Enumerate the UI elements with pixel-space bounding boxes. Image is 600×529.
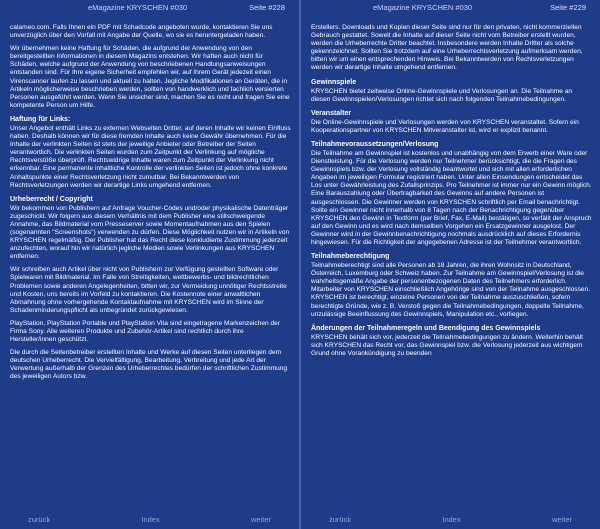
section-heading: Urheberrecht / Copyright xyxy=(10,195,93,203)
back-link[interactable]: zurück xyxy=(329,514,352,524)
paragraph: Wir schreiben auch Artikel über nicht von Publishern zur Verfügung gestellten Software oder Spielwaren mit Bildmaterial. Im Falle von Streitigkeiten, wettbewerbs- und bildrechtlichen Problemen sowie anderen Angelegenheiten, bitten wir, zur Vermeidung unnötiger Rechtsstreite und Kosten, uns bereits im Vorfeld zu kontaktieren. Die Kostennote einer anwaltlichen Abmahnung ohne vorhergehende Kontaktaufnahme mit KRYSCHEN wird im Sinne der Schadenminderungspflicht als unbegründet zurückgewiesen. xyxy=(10,266,287,314)
back-link[interactable]: zurück xyxy=(28,514,51,524)
page-number: Seite #229 xyxy=(550,2,586,12)
page-body xyxy=(311,24,592,363)
page-number: Seite #228 xyxy=(249,2,285,12)
index-link[interactable]: Index xyxy=(442,514,461,524)
paragraph: Wir bekommen von Publishern auf Anfrage Voucher-Codes und/oder physikalische Datenträger zugeschickt. Wir folgern aus diesem Verhältnis mit dem Publisher eine stillschweigende Annahme, das Bildmaterial vom Presseserver sowie Momentaufnahmen aus den Spielen (sogenannten "Screenshots") verwenden zu dürfen. Diese Möglichkeit nutzen wir in Artikeln von KRYSCHEN regelmäßig. Der Publisher hat das Recht diese konkludierte Zustimmung jederzeit anzufechten, worauf hin wir natürlich jegliche Medien sowie Verlinkungen aus KRYSCHEN entfernen. xyxy=(10,204,290,261)
paragraph: KRYSCHEN bietet zeitweise Online-Gewinnspiele und Verlosungen an. Die Teilnahme an diesen Gewinnspielen/Verlosungen richtet sich nach folgenden Teilnahmebedingungen. xyxy=(311,87,573,103)
section-heading: Teilnahmevoraussetzungen/Verlosung xyxy=(311,140,439,148)
index-link[interactable]: Index xyxy=(141,514,160,524)
paragraph: Die durch die Seitenbetreiber erstellten Inhalte und Werke auf diesen Seiten unterliegen dem deutschen Urheberrecht. Die Vervielfältigung, Bearbeitung, Verbreitung und jede Art der Verwertung außerhalb der Grenzen des Urheberrechtes bedürfen der schriftlichen Zustimmung des jeweiligen Autors bzw. xyxy=(10,349,288,381)
paragraph: PlayStation, PlayStation Portable und PlayStation Vita sind eingetragene Markenzeichen der Firma Sony. Alle weiteren Produkte und Zubehör-Artikel sind rechtlich durch ihre Hersteller/innen geschützt. xyxy=(10,319,281,344)
left-page xyxy=(0,0,299,529)
magazine-title: eMagazine KRYSCHEN #030 xyxy=(88,2,188,12)
page-footer xyxy=(301,509,600,529)
paragraph: Unser Angebot enthält Links zu externen Webseiten Dritter, auf deren Inhalte wir keinen Einfluss haben. Deshalb können wir für diese fremden Inhalte auch keine Gewähr übernehmen. Für die Inhalte der verlinkten Seiten ist stets der jeweilige Anbieter oder Betreiber der Seiten verantwortlich. Die verlinkten Seiten wurden zum Zeitpunkt der Verlinkung auf mögliche Rechtsverstöße überprüft. Rechtswidrige Inhalte waren zum Zeitpunkt der Verlinkung nicht erkennbar. Eine permanente inhaltliche Kontrolle der verlinkten Seiten ist jedoch ohne konkrete Anhaltspunkte einer Rechtsverletzung nicht zumutbar. Bei Bekanntwerden von Rechtsverletzungen werden wir derartige Links umgehend entfernen. xyxy=(10,124,291,189)
section-heading: Haftung für Links: xyxy=(10,115,71,123)
next-link[interactable]: weiter xyxy=(250,514,271,524)
section-heading: Änderungen der Teilnahmeregeln und Beendigung des Gewinnspiels xyxy=(311,324,541,332)
magazine-title: eMagazine KRYSCHEN #030 xyxy=(373,2,473,12)
paragraph: Teilnahmeberechtigt sind alle Personen ab 18 Jahren, die ihren Wohnsitz in Deutschland, Österreich, Luxemburg oder Schweiz haben. Zur Teilnahme am Gewinnspiel/Verlosung ist die wahrheitsgemäße Angabe der personenbezogenen Daten des Teilnehmers erforderlich. Mitarbeiter von KRYSCHEN einschließlich Angehörige sind von der Teilnahme ausgeschlossen. KRYSCHEN ist berechtigt, einzelne Personen von der Teilnahme auszuschließen, sofern berechtigte Gründe, wie z. B. Verstoß gegen die Teilnahmebedingungen, doppelte Teilnahme, unzulässige Beeinflussung des Gewinnspiels, Manipulation etc., vorliegen. xyxy=(311,262,591,318)
page-header xyxy=(0,0,299,14)
section-heading: Veranstalter xyxy=(311,109,352,117)
paragraph: Die Teilnahme am Gewinnspiel ist kostenlos und unabhängig von dem Erwerb einer Ware oder Dienstleistung. Für die Verlosung werden nur Teilnehmer berücksichtigt, die die Fragen des Gewinnspiels bzw. der Verlosung vollständig beantwortet und sich mit allen erforderlichen Angaben im jeweiligen Formular registriert haben. Unter allen Einsendungen entscheidet das Los unter Gewährleistung des Zufallsprinzips. Pro Teilnehmer ist immer nur ein Gewinn möglich. Eine Barauszahlung oder Übertragbarkeit des Gewinns auf andere Personen ist ausgeschlossen. Die Gewinner werden von KRYSCHEN schriftlich per Email benachrichtigt. Sollte ein Gewinner nicht innerhalb von 8 Tagen nach der Benachrichtigung gegenüber KRYSCHEN den Gewinn in Textform (per Brief, Fax, E-Mail) bestätigen, so verfällt der Anspruch auf den Gewinn und es wird nach demselben Vorgehen ein Ersatzgewinner ausgelost. Der Gewinner wird in der Gewinnbenachrichtigung nochmals ausdrücklich auf dieses Erfordernis hingewiesen. Für die Richtigkeit der angegebenen Adresse ist der Teilnehmer verantwortlich. xyxy=(311,149,592,246)
paragraph: calameo.com. Falls Ihnen ein PDF mit Schadcode angeboten wurde, kontaktieren Sie uns unverzüglich über den Vorfall mit Angabe der Quelle, wo sie es heruntergeladen haben. xyxy=(10,24,273,40)
paragraph: Die Online-Gewinnspiele und Verlosungen werden von KRYSCHEN veranstaltet. Sofern ein Kooperationspartner von KRYSCHEN Mitveranstalter ist, wird er explizit benannt. xyxy=(311,118,579,134)
paragraph: Wir übernehmen keine Haftung für Schäden, die aufgrund der Anwendung von den bereitgestellten Informationen in diesem Magazins entstehen. Wir haften auch nicht für Schäden, welche aufgrund der Anwendung von beschriebenen Handlungsanweisungen entstanden sind. Für Ihre eigene Sicherheit empfehlen wir, auf Ihrem Gerät jedezeit einen Virenscanner laufen zu lassen und aktuell zu halten. Jegliche Modifikationen an Geräten, die in Artikeln möglicherweise beschrieben werden, sollten von handwerklich und fachlich versierten Personen ausgeführt werden. Wenn Sie unsicher sind, machen Sie es nicht und fragen Sie eine kompetente Person um Hilfe. xyxy=(10,45,290,109)
paragraph: Erstellers. Downloads und Kopien dieser Seite sind nur für den privaten, nicht kommerziellen Gebrauch gestattet. Soweit die Inhalte auf dieser Seite nicht vom Betreiber erstellt wurden, werden die Urheberrechte Dritter beachtet. Insbesondere werden Inhalte Dritter als solche gekennzeichnet. Sollten Sie trotzdem auf eine Urheberrechtsverletzung aufmerksam werden, bitten wir um einen entsprechenden Hinweis. Bei Bekanntwerden von Rechtsverletzungen werden wir derartige Inhalte umgehend entfernen. xyxy=(311,24,583,72)
right-page xyxy=(301,0,600,529)
section-heading: Gewinnspiele xyxy=(311,78,357,86)
page-body xyxy=(10,24,291,387)
paragraph: KRYSCHEN behält sich vor, jederzeit die Teilnahmebedingungen zu ändern. Weiterhin behält sich KRYSCHEN das Recht vor, das Gewinnspiel bzw. die Verlosung jederzeit aus wichtigem Grund ohne Vorankündigung zu beenden xyxy=(311,333,583,357)
page-header xyxy=(301,0,600,14)
section-heading: Teilnahmeberechtigung xyxy=(311,253,390,261)
next-link[interactable]: weiter xyxy=(551,514,572,524)
page-footer xyxy=(0,509,299,529)
